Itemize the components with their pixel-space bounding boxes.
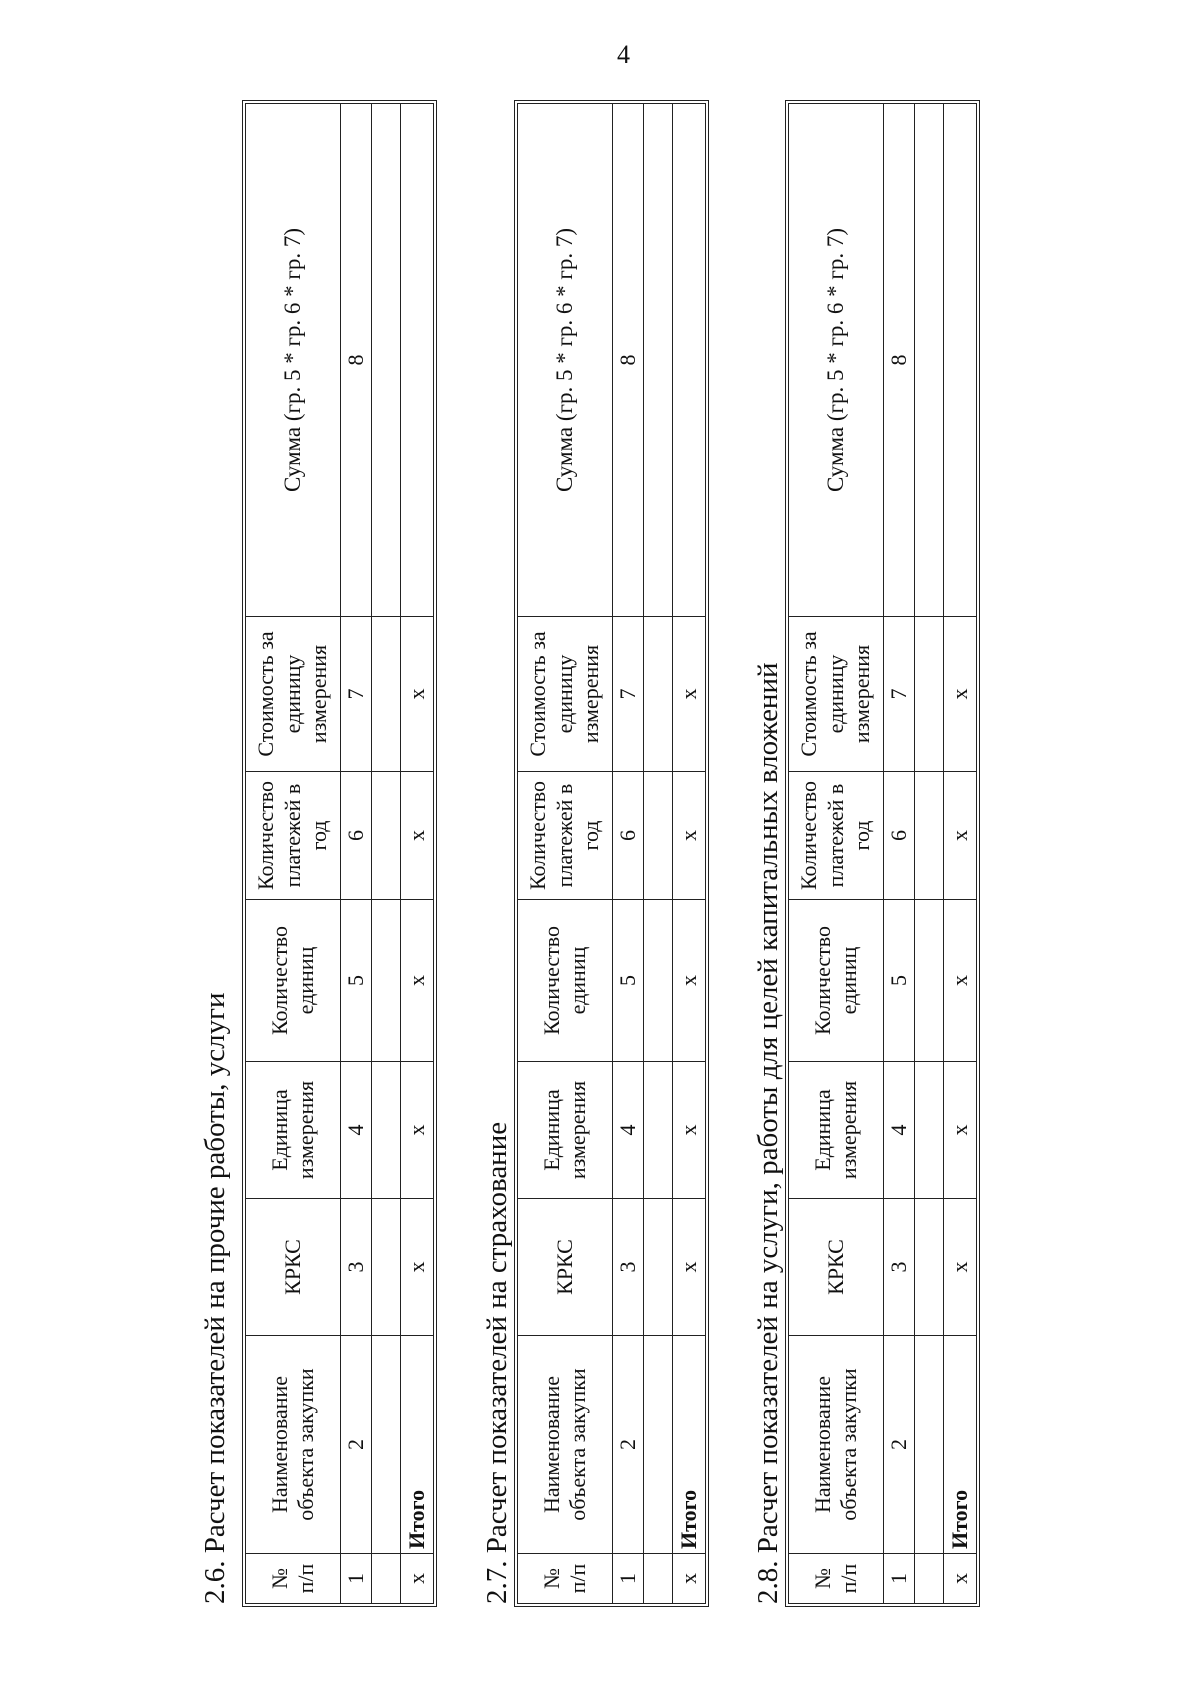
col-header-sum: Сумма (гр. 5 * гр. 6 * гр. 7) <box>246 104 341 617</box>
total-index: х <box>673 1554 706 1604</box>
blank-cell <box>644 1554 673 1604</box>
blank-cell <box>644 900 673 1062</box>
total-unit: х <box>944 1062 977 1199</box>
col-header-payments: Количество платежей в год <box>518 772 613 900</box>
total-krks: х <box>673 1199 706 1336</box>
table-2-7 <box>517 103 706 1604</box>
col-number: 7 <box>341 617 372 772</box>
blank-cell <box>644 1199 673 1336</box>
col-header-krks: КРКС <box>518 1199 613 1336</box>
total-row <box>944 104 977 1604</box>
total-sum <box>401 104 434 617</box>
col-number: 2 <box>884 1336 915 1554</box>
total-quantity: х <box>401 900 434 1062</box>
section-heading-2-8: 2.8. Расчет показателей на услуги, работы для целей капитальных вложений <box>752 662 784 1604</box>
blank-cell <box>644 772 673 900</box>
section-heading-2-7: 2.7. Расчет показателей на страхование <box>481 1121 513 1604</box>
col-header-cost: Стоимость за единицу измерения <box>789 617 884 772</box>
total-payments: х <box>673 772 706 900</box>
blank-cell <box>644 1336 673 1554</box>
total-krks: х <box>401 1199 434 1336</box>
blank-cell <box>915 1554 944 1604</box>
table-header-row <box>518 104 613 1604</box>
col-number: 8 <box>613 104 644 617</box>
col-header-cost: Стоимость за единицу измерения <box>518 617 613 772</box>
blank-cell <box>915 772 944 900</box>
col-number: 6 <box>613 772 644 900</box>
col-header-sum: Сумма (гр. 5 * гр. 6 * гр. 7) <box>789 104 884 617</box>
section-heading-2-6: 2.6. Расчет показателей на прочие работы, услуги <box>199 992 231 1604</box>
blank-cell <box>372 1336 401 1554</box>
blank-row <box>372 104 401 1604</box>
total-unit: х <box>673 1062 706 1199</box>
col-header-name: Наименование объекта закупки <box>518 1336 613 1554</box>
col-number: 5 <box>613 900 644 1062</box>
total-cost: х <box>673 617 706 772</box>
total-index: х <box>401 1554 434 1604</box>
blank-cell <box>372 1199 401 1336</box>
blank-cell <box>644 104 673 617</box>
column-number-row <box>884 104 915 1604</box>
col-number: 3 <box>884 1199 915 1336</box>
col-number: 6 <box>341 772 372 900</box>
total-payments: х <box>401 772 434 900</box>
total-quantity: х <box>673 900 706 1062</box>
blank-cell <box>372 104 401 617</box>
col-header-unit: Единица измерения <box>789 1062 884 1199</box>
col-header-index: № п/п <box>789 1554 884 1604</box>
total-label: Итого <box>673 1336 706 1554</box>
table-header-row <box>789 104 884 1604</box>
col-header-unit: Единица измерения <box>246 1062 341 1199</box>
col-number: 6 <box>884 772 915 900</box>
total-row <box>673 104 706 1604</box>
col-number: 1 <box>613 1554 644 1604</box>
col-number: 2 <box>341 1336 372 1554</box>
blank-cell <box>915 900 944 1062</box>
col-number: 5 <box>884 900 915 1062</box>
col-header-index: № п/п <box>518 1554 613 1604</box>
col-header-krks: КРКС <box>246 1199 341 1336</box>
col-number: 5 <box>341 900 372 1062</box>
col-header-name: Наименование объекта закупки <box>789 1336 884 1554</box>
total-cost: х <box>944 617 977 772</box>
col-number: 2 <box>613 1336 644 1554</box>
total-quantity: х <box>944 900 977 1062</box>
total-krks: х <box>944 1199 977 1336</box>
col-header-payments: Количество платежей в год <box>789 772 884 900</box>
table-2-8 <box>788 103 977 1604</box>
table-header-row <box>246 104 341 1604</box>
col-number: 4 <box>341 1062 372 1199</box>
total-unit: х <box>401 1062 434 1199</box>
col-header-sum: Сумма (гр. 5 * гр. 6 * гр. 7) <box>518 104 613 617</box>
rotated-content <box>195 74 1055 1604</box>
total-sum <box>673 104 706 617</box>
column-number-row <box>341 104 372 1604</box>
blank-cell <box>915 1062 944 1199</box>
col-number: 1 <box>341 1554 372 1604</box>
col-number: 7 <box>884 617 915 772</box>
col-header-krks: КРКС <box>789 1199 884 1336</box>
col-header-payments: Количество платежей в год <box>246 772 341 900</box>
blank-cell <box>644 1062 673 1199</box>
blank-cell <box>372 1062 401 1199</box>
blank-cell <box>915 1199 944 1336</box>
col-header-quantity: Количество единиц <box>246 900 341 1062</box>
total-label: Итого <box>944 1336 977 1554</box>
total-row <box>401 104 434 1604</box>
blank-cell <box>915 1336 944 1554</box>
blank-cell <box>372 772 401 900</box>
col-header-unit: Единица измерения <box>518 1062 613 1199</box>
col-number: 3 <box>613 1199 644 1336</box>
page-number: 4 <box>617 40 630 69</box>
col-number: 8 <box>341 104 372 617</box>
col-header-name: Наименование объекта закупки <box>246 1336 341 1554</box>
total-cost: х <box>401 617 434 772</box>
column-number-row <box>613 104 644 1604</box>
col-number: 4 <box>613 1062 644 1199</box>
total-index: х <box>944 1554 977 1604</box>
blank-cell <box>644 617 673 772</box>
col-header-index: № п/п <box>246 1554 341 1604</box>
blank-row <box>644 104 673 1604</box>
blank-cell <box>915 104 944 617</box>
blank-cell <box>915 617 944 772</box>
total-payments: х <box>944 772 977 900</box>
col-number: 3 <box>341 1199 372 1336</box>
col-number: 4 <box>884 1062 915 1199</box>
col-number: 1 <box>884 1554 915 1604</box>
total-label: Итого <box>401 1336 434 1554</box>
col-header-quantity: Количество единиц <box>518 900 613 1062</box>
table-2-6 <box>245 103 434 1604</box>
total-sum <box>944 104 977 617</box>
col-number: 8 <box>884 104 915 617</box>
blank-row <box>915 104 944 1604</box>
blank-cell <box>372 900 401 1062</box>
col-number: 7 <box>613 617 644 772</box>
col-header-cost: Стоимость за единицу измерения <box>246 617 341 772</box>
col-header-quantity: Количество единиц <box>789 900 884 1062</box>
blank-cell <box>372 1554 401 1604</box>
blank-cell <box>372 617 401 772</box>
